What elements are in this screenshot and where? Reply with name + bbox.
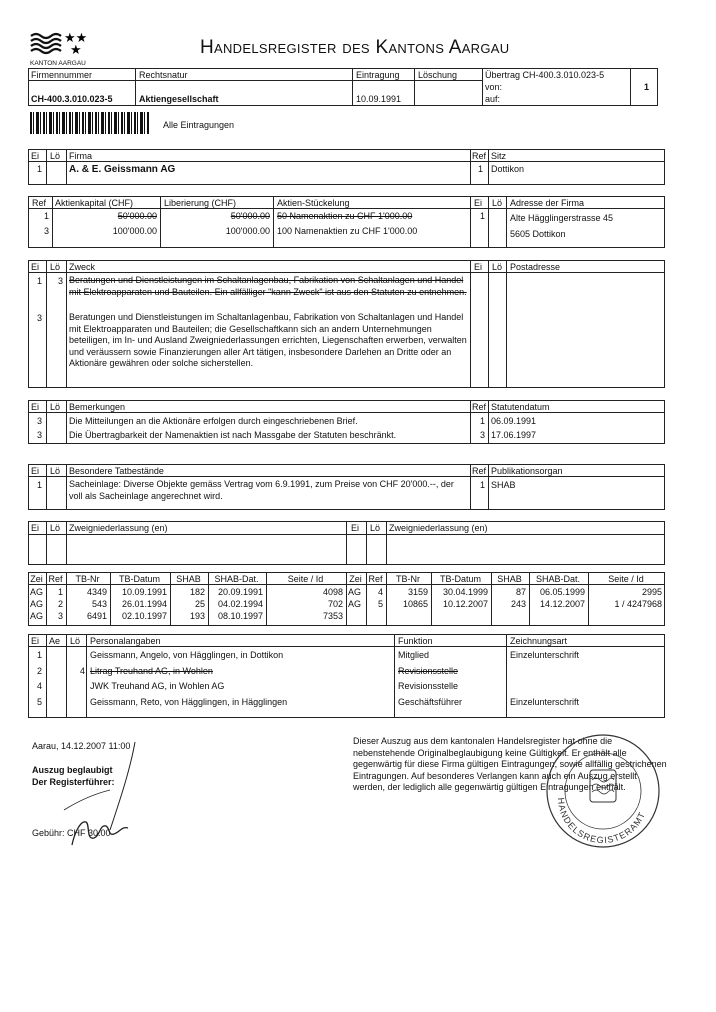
firmennummer-label: Firmennummer	[31, 70, 93, 80]
kapital-row2-ref: 3	[44, 226, 50, 236]
bemerkungen-h-statutendatum: Statutendatum	[491, 402, 550, 412]
tb-header-right-zei: Zei	[349, 574, 362, 584]
adresse-ei: 1	[480, 211, 486, 221]
tb-cell-left-datum: 26.01.1994	[121, 599, 167, 609]
tb-cell-left-shabdat: 04.02.1994	[217, 599, 263, 609]
tb-cell-left-zei: AG	[30, 599, 44, 609]
barcode	[30, 112, 150, 134]
official-stamp	[540, 728, 666, 854]
tb-cell-left-seite: 7353	[322, 611, 343, 621]
gebuehr: Gebühr: CHF 30.00	[32, 828, 111, 838]
firma-name: A. & E. Geissmann AG	[69, 164, 176, 175]
bemerkungen-h-ref: Ref	[472, 402, 487, 412]
personal-name: JWK Treuhand AG, in Wohlen AG	[90, 681, 225, 691]
tb-cell-left-datum: 10.09.1991	[121, 587, 167, 597]
kapital-h-stueckelung: Aktien-Stückelung	[277, 198, 350, 208]
publikation-ref: 1	[480, 480, 486, 490]
tatbestaende-h-ei: Ei	[31, 466, 40, 476]
kapital-h-liberierung: Liberierung (CHF)	[164, 198, 237, 208]
personal-h-personal: Personalangaben	[90, 636, 161, 646]
tb-cell-left-seite: 4098	[322, 587, 343, 597]
tb-header-right-shabdat: SHAB-Dat.	[535, 574, 580, 584]
place-date: Aarau, 14.12.2007 11:00	[32, 741, 131, 751]
bemerkung-2-text: Die Übertragbarkeit der Namenaktien ist nach Massgabe der Statuten beschränkt.	[69, 430, 397, 440]
personal-funktion: Mitglied	[398, 650, 430, 660]
firma-h-lo: Lö	[50, 151, 61, 161]
zweig-h-title: Zweigniederlassung (en)	[69, 523, 168, 533]
kapital-h-lo: Lö	[492, 198, 503, 208]
bemerkungen-h-ei: Ei	[31, 402, 40, 412]
tb-cell-right-nr: 3159	[407, 587, 428, 597]
tb-header-left-seite: Seite / Id	[287, 574, 324, 584]
tb-cell-left-nr: 6491	[86, 611, 107, 621]
personal-ei: 1	[37, 650, 43, 660]
statuten-2-ref: 3	[480, 430, 486, 440]
firma-ref: 1	[478, 164, 484, 174]
kapital-h-kapital: Aktienkapital (CHF)	[55, 198, 134, 208]
tb-header-left-shabdat: SHAB-Dat.	[214, 574, 259, 584]
tb-cell-left-ref: 1	[57, 587, 63, 597]
personal-funktion: Revisionsstelle	[398, 665, 459, 676]
zweig-h-lo: Lö	[50, 523, 61, 533]
zweck-row1-text: Beratungen und Dienstleistungen im Schaltanlagenbau, Fabrikation von Schaltanlagen und Handel mit Elektroapparaten und Bauteilen. Ein allfälliger "kann Zweck" ist aus den Statuten zu entnehmen.	[69, 275, 467, 297]
tb-cell-right-datum: 30.04.1999	[442, 587, 488, 597]
tb-cell-left-shab: 182	[189, 587, 205, 597]
canton-logo	[30, 30, 92, 58]
zweck-row2-ei: 3	[37, 313, 43, 323]
personal-h-lo: Lö	[70, 636, 81, 646]
personal-name: Litrag Treuhand AG, in Wohlen	[90, 665, 213, 676]
beglaubigt-line2: Der Registerführer:	[32, 777, 115, 787]
zweck-h-ei: Ei	[31, 262, 40, 272]
kapital-row1-kapital: 50'000.00	[117, 211, 157, 221]
tb-header-left-shab: SHAB	[176, 574, 201, 584]
bemerkungen-h-lo: Lö	[50, 402, 61, 412]
adresse-line2: 5605 Dottikon	[510, 229, 566, 239]
kapital-row2-liberierung: 100'000.00	[225, 226, 270, 236]
alle-eintragungen: Alle Eintragungen	[163, 120, 235, 130]
page-number: 1	[644, 82, 650, 92]
zweck-row1-ei: 1	[37, 276, 43, 286]
personal-h-ei: Ei	[31, 636, 40, 646]
kapital-h-adresse: Adresse der Firma	[510, 198, 585, 208]
bemerkungen-h-title: Bemerkungen	[69, 402, 126, 412]
personal-ei: 4	[37, 681, 43, 691]
tb-header-right-datum: TB-Datum	[439, 574, 481, 584]
tb-cell-left-shab: 25	[194, 599, 205, 609]
firmennummer-value: CH-400.3.010.023-5	[31, 94, 113, 104]
zweck-h-lo: Lö	[50, 262, 61, 272]
loeschung-label: Löschung	[418, 70, 458, 80]
zweig-h-lo-2: Lö	[370, 523, 381, 533]
tb-cell-right-ref: 5	[377, 599, 383, 609]
personal-h-funktion: Funktion	[398, 636, 433, 646]
bemerkung-2-ei: 3	[37, 430, 43, 440]
personal-ei: 5	[37, 696, 43, 707]
personal-funktion: Geschäftsführer	[398, 696, 463, 707]
tb-cell-left-nr: 543	[91, 599, 107, 609]
zweck-h-zweck: Zweck	[69, 262, 96, 272]
tb-cell-left-nr: 4349	[86, 587, 107, 597]
zweck-row1-lo: 3	[58, 276, 64, 286]
statuten-1-datum: 06.09.1991	[491, 416, 537, 426]
tb-cell-left-seite: 702	[327, 599, 343, 609]
personal-zeichnung: Einzelunterschrift	[510, 696, 580, 707]
publikation-value: SHAB	[491, 480, 516, 490]
kapital-row2-kapital: 100'000.00	[112, 226, 157, 236]
personal-name: Geissmann, Angelo, von Hägglingen, in Dottikon	[90, 650, 284, 660]
beglaubigt-line1: Auszug beglaubigt	[32, 765, 113, 775]
kapital-row2-stueckelung: 100 Namenaktien zu CHF 1'000.00	[277, 226, 418, 236]
tb-cell-right-ref: 4	[377, 587, 383, 597]
tatbestaende-h-lo: Lö	[50, 466, 61, 476]
canton-label: KANTON AARGAU	[30, 60, 86, 67]
personal-h-ae: Ae	[49, 636, 61, 646]
auf-label: auf:	[485, 94, 501, 104]
kapital-row1-ref: 1	[44, 211, 50, 221]
tatbestaende-text: Sacheinlage: Diverse Objekte gemäss Vertrag vom 6.9.1991, zum Preise von CHF 20'000.--, der voll als Sacheinlage angerechnet wird.	[69, 479, 454, 501]
personal-zeichnung: Einzelunterschrift	[510, 650, 580, 660]
tb-cell-right-shabdat: 14.12.2007	[539, 599, 585, 609]
personal-funktion: Revisionsstelle	[398, 681, 459, 691]
eintragung-label: Eintragung	[356, 70, 400, 80]
personal-lo: 4	[80, 665, 86, 676]
kapital-h-ei: Ei	[474, 198, 483, 208]
tb-cell-left-shabdat: 08.10.1997	[217, 611, 263, 621]
zweck-h-lo2: Lö	[492, 262, 503, 272]
svg-text:★★: ★★	[64, 31, 88, 46]
tb-cell-left-shab: 193	[189, 611, 205, 621]
bemerkung-1-text: Die Mitteilungen an die Aktionäre erfolgen durch eingeschriebenen Brief.	[69, 416, 358, 426]
tb-cell-left-ref: 3	[57, 611, 63, 621]
tb-header-left-zei: Zei	[30, 574, 43, 584]
personal-name: Geissmann, Reto, von Hägglingen, in Hägglingen	[90, 696, 288, 707]
tb-cell-right-shab: 243	[510, 599, 526, 609]
personal-h-zeichnung: Zeichnungsart	[510, 636, 568, 646]
statuten-1-ref: 1	[480, 416, 486, 426]
firma-sitz: Dottikon	[491, 164, 525, 174]
statuten-2-datum: 17.06.1997	[491, 430, 537, 440]
tb-header-left-nr: TB-Nr	[75, 574, 100, 584]
von-label: von:	[485, 82, 503, 92]
tb-cell-right-seite: 1 / 4247968	[614, 599, 662, 609]
document-title: Handelsregister des Kantons Aargau	[200, 37, 510, 58]
zweck-row2-text: Beratungen und Dienstleistungen im Schaltanlagenbau, Fabrikation von Schaltanlagen und Handel mit Elektroapparaten und Bauteilen; die Gesellschaftkann sich an andern Unternehmungen beteiligen, im In- und Ausland Zweigniederlassungen errichten, Liegenschaften erwerben, verwalten und veräussern sowie Finanzierungen aller Art tätigen, insbesondere Darlehen an Dritte oder an Aktionäre gewähren oder solche sicherstellen.	[69, 312, 467, 368]
firma-h-ei: Ei	[31, 151, 40, 161]
uebertrag-label: Übertrag CH-400.3.010.023-5	[485, 70, 605, 80]
tb-header-right-nr: TB-Nr	[396, 574, 420, 584]
tb-cell-left-zei: AG	[30, 587, 44, 597]
tb-cell-right-zei: AG	[348, 599, 362, 609]
tb-header-right-shab: SHAB	[497, 574, 522, 584]
tb-header-right-seite: Seite / Id	[608, 574, 644, 584]
svg-text:★: ★	[70, 43, 82, 58]
tb-cell-right-seite: 2995	[641, 587, 662, 597]
tb-cell-right-nr: 10865	[402, 599, 428, 609]
tb-header-left-ref: Ref	[48, 574, 63, 584]
firma-h-ref: Ref	[472, 151, 487, 161]
firma-ei: 1	[37, 164, 43, 174]
tb-cell-right-shab: 87	[515, 587, 526, 597]
stamp-text: HANDELSREGISTERAMT	[555, 797, 648, 846]
tatbestaende-ei: 1	[37, 480, 43, 490]
tatbestaende-h-ref: Ref	[472, 466, 487, 476]
tatbestaende-h-publikation: Publikationsorgan	[491, 466, 563, 476]
zweig-h-title-2: Zweigniederlassung (en)	[389, 523, 488, 533]
zweck-h-postadresse: Postadresse	[510, 262, 561, 272]
tb-header-right-ref: Ref	[368, 574, 383, 584]
rechtsnatur-value: Aktiengesellschaft	[139, 94, 219, 104]
kapital-row1-stueckelung: 50 Namenaktien zu CHF 1'000.00	[277, 211, 413, 221]
rechtsnatur-label: Rechtsnatur	[139, 70, 188, 80]
tb-cell-right-datum: 10.12.2007	[442, 599, 488, 609]
kapital-row1-liberierung: 50'000.00	[230, 211, 270, 221]
tb-cell-right-shabdat: 06.05.1999	[539, 587, 585, 597]
tb-cell-right-zei: AG	[348, 587, 362, 597]
firma-h-firma: Firma	[69, 151, 92, 161]
zweig-h-ei: Ei	[31, 523, 40, 533]
tb-cell-left-shabdat: 20.09.1991	[217, 587, 263, 597]
tb-header-left-datum: TB-Datum	[118, 574, 160, 584]
zweck-h-ei2: Ei	[474, 262, 483, 272]
tb-cell-left-datum: 02.10.1997	[121, 611, 167, 621]
notice-text: Dieser Auszug aus dem kantonalen Handelsregister hat ohne die nebenstehende Originalbeglaubigung keine Gültigkeit. Er enthält alle gegenwärtig für diese Firma gültigen Eintragungen, sowie allfällig gestrichenen Eintragungen. Auf besonderes Verlangen kann auch ein Auszug erstellt werden, der lediglich alle gegenwärtig gültigen Eintragungen enthält.	[353, 736, 667, 792]
zweig-h-ei-2: Ei	[351, 523, 360, 533]
tatbestaende-h-title: Besondere Tatbestände	[69, 466, 164, 476]
tb-cell-left-zei: AG	[30, 611, 44, 621]
firma-h-sitz: Sitz	[491, 151, 507, 161]
adresse-line1: Alte Hägglingerstrasse 45	[510, 213, 614, 223]
eintragung-value: 10.09.1991	[356, 94, 402, 104]
bemerkung-1-ei: 3	[37, 416, 43, 426]
tb-cell-left-ref: 2	[57, 599, 63, 609]
personal-ei: 2	[37, 665, 43, 676]
kapital-h-ref: Ref	[32, 198, 47, 208]
